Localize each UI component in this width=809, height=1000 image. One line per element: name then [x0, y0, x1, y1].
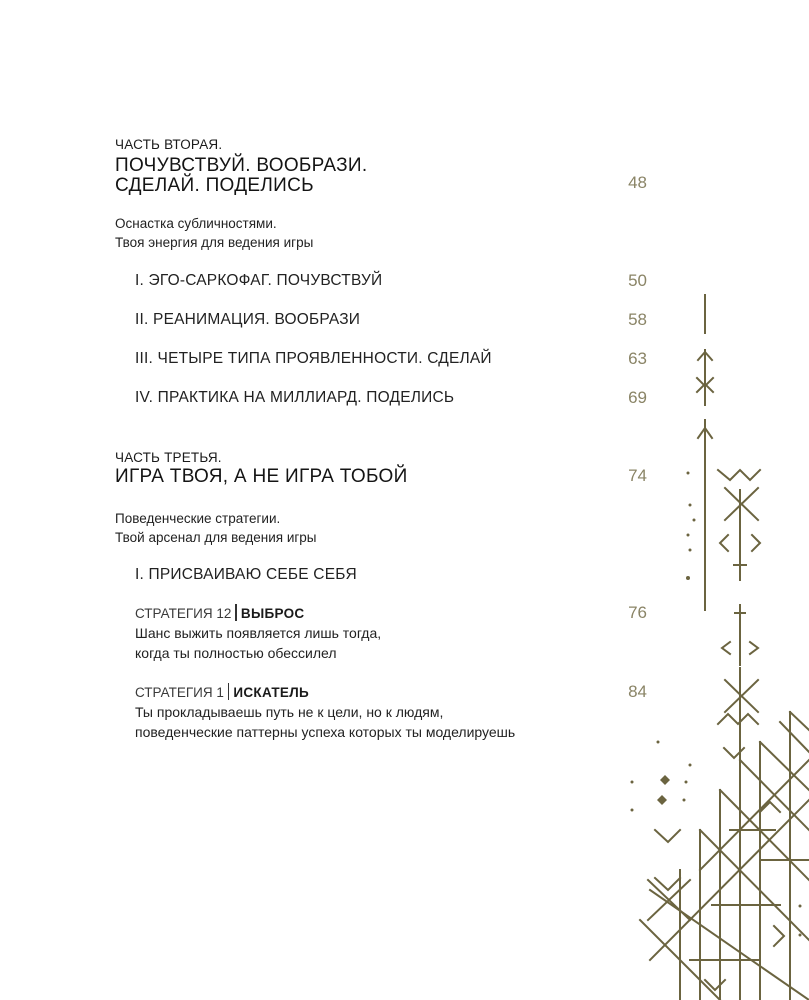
part-two-label: ЧАСТЬ ВТОРАЯ. [115, 137, 223, 152]
strategy-12-name: ВЫБРОС [240, 606, 305, 621]
toc-entry-part3-chapter-1[interactable]: I. ПРИСВАИВАЮ СЕБЕ СЕБЯ [135, 566, 357, 583]
strategy-1-description-line1: Ты прокладываешь путь не к цели, но к людям, [135, 704, 444, 720]
part-two-description-line2: Твоя энергия для ведения игры [115, 235, 314, 250]
strategy-12-label: СТРАТЕГИЯ 12 [135, 606, 232, 621]
part-two-description-line1: Оснастка субличностями. [115, 216, 277, 231]
strategy-12-entry[interactable] [135, 604, 304, 621]
strategy-12-description-line2: когда ты полностью обессилел [135, 645, 337, 661]
toc-entry-chapter-1[interactable]: I. ЭГО-САРКОФАГ. ПОЧУВСТВУЙ [135, 272, 383, 289]
strategy-12-description-line1: Шанс выжить появляется лишь тогда, [135, 625, 382, 641]
strategy-12-page[interactable]: 76 [628, 603, 647, 622]
part-two-title-line2: СДЕЛАЙ. ПОДЕЛИСЬ [115, 175, 314, 196]
strategy-1-page[interactable]: 84 [628, 682, 647, 701]
toc-entry-chapter-3[interactable]: III. ЧЕТЫРЕ ТИПА ПРОЯВЛЕННОСТИ. СДЕЛАЙ [135, 350, 492, 367]
strategy-1-description-line2: поведенческие паттерны успеха которых ты моделируешь [135, 724, 516, 740]
part-three-page-number[interactable]: 74 [628, 466, 647, 485]
toc-entry-chapter-2[interactable]: II. РЕАНИМАЦИЯ. ВООБРАЗИ [135, 311, 361, 328]
toc-page-chapter-1[interactable]: 50 [628, 271, 647, 290]
divider [228, 683, 230, 700]
toc-page-chapter-2[interactable]: 58 [628, 310, 647, 329]
part-two-title-line1: ПОЧУВСТВУЙ. ВООБРАЗИ. [115, 155, 368, 176]
divider [235, 604, 237, 621]
strategy-1-name: ИСКАТЕЛЬ [233, 685, 309, 700]
toc-page-chapter-4[interactable]: 69 [628, 388, 647, 407]
part-three-description-line1: Поведенческие стратегии. [115, 511, 281, 526]
toc-entry-chapter-4[interactable]: IV. ПРАКТИКА НА МИЛЛИАРД. ПОДЕЛИСЬ [135, 389, 455, 406]
strategy-1-entry[interactable] [135, 683, 309, 700]
strategy-1-label: СТРАТЕГИЯ 1 [135, 685, 224, 700]
part-three-title: ИГРА ТВОЯ, А НЕ ИГРА ТОБОЙ [115, 466, 408, 487]
part-three-label: ЧАСТЬ ТРЕТЬЯ. [115, 450, 222, 465]
toc-page-chapter-3[interactable]: 63 [628, 349, 647, 368]
runic-ornament-icon [620, 290, 809, 1000]
part-three-description-line2: Твой арсенал для ведения игры [115, 530, 317, 545]
part-two-page-number[interactable]: 48 [628, 173, 647, 192]
